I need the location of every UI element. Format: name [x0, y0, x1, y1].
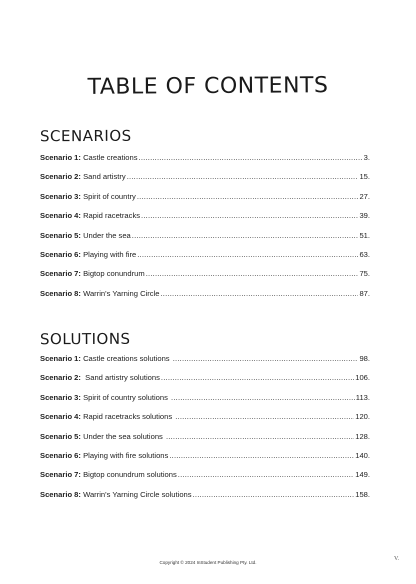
toc-entry-page: 39. [359, 211, 370, 221]
toc-entry-page: 75. [359, 269, 370, 279]
dot-leader [132, 231, 359, 240]
scenarios-list [40, 153, 370, 308]
toc-entry-page: 51. [359, 230, 370, 240]
toc-entry-label: Scenario 7: [40, 269, 81, 279]
dot-leader [178, 470, 354, 479]
page-title: TABLE OF CONTENTS [87, 73, 329, 100]
toc-entry-scenario-5[interactable] [40, 231, 370, 250]
toc-entry-solution-5[interactable] [40, 432, 370, 451]
dot-leader [193, 490, 355, 499]
toc-entry-page: 15. [359, 172, 370, 182]
toc-entry-title: Playing with fire [80, 249, 137, 259]
toc-entry-label: Scenario 4: [40, 211, 81, 221]
toc-entry-page: 98. [359, 354, 370, 363]
copyright-notice: Copyright © 2024 InStudent Publishing Pty. Ltd. [159, 560, 257, 565]
toc-entry-scenario-4[interactable] [40, 211, 370, 230]
toc-entry-page: 106. [355, 373, 370, 383]
toc-entry-title: Spirit of country solutions [80, 392, 171, 402]
toc-entry-page: 113. [355, 392, 370, 402]
toc-entry-page: 87. [359, 288, 370, 298]
toc-entry-title: Playing with fire solutions [80, 450, 169, 460]
toc-entry-label: Scenario 8: [40, 288, 81, 298]
toc-entry-label: Scenario 5: [40, 230, 81, 240]
toc-entry-title: Spirit of country [80, 191, 136, 201]
toc-entry-solution-6[interactable] [40, 451, 370, 470]
toc-entry-label: Scenario 1: [40, 153, 81, 162]
toc-entry-title: Rapid racetracks [80, 211, 141, 221]
toc-entry-label: Scenario 4: [40, 412, 81, 422]
dot-leader [137, 250, 358, 259]
dot-leader [171, 393, 355, 402]
toc-entry-label: Scenario 7: [40, 470, 81, 480]
toc-entry-label: Scenario 3: [40, 392, 81, 402]
toc-entry-label: Scenario 3: [40, 191, 81, 201]
dot-leader [137, 192, 359, 201]
toc-entry-solution-3[interactable] [40, 393, 370, 412]
dot-leader [127, 172, 359, 181]
toc-entry-title: Rapid racetracks solutions [80, 412, 175, 422]
toc-entry-label: Scenario 1: [40, 354, 81, 363]
toc-entry-label: Scenario 5: [40, 431, 81, 441]
page-number: V. [394, 556, 400, 562]
toc-entry-page: 3. [363, 153, 370, 162]
toc-entry-solution-7[interactable] [40, 470, 370, 489]
toc-entry-title: Sand artistry [80, 172, 126, 182]
dot-leader [161, 373, 354, 382]
toc-entry-page: 140. [355, 450, 370, 460]
solutions-heading: SOLUTIONS [39, 329, 131, 349]
scenarios-heading: SCENARIOS [39, 126, 132, 146]
toc-entry-page: 128. [355, 431, 370, 441]
toc-entry-title: Sand artistry solutions [80, 373, 160, 383]
dot-leader [175, 412, 354, 421]
toc-entry-scenario-2[interactable] [40, 172, 370, 191]
toc-entry-solution-2[interactable] [40, 373, 370, 392]
toc-entry-solution-4[interactable] [40, 412, 370, 431]
toc-entry-page: 158. [355, 489, 370, 499]
dot-leader [141, 211, 358, 220]
toc-entry-solution-8[interactable] [40, 490, 370, 509]
toc-entry-title: Bigtop conundrum solutions [80, 470, 177, 480]
solutions-list [40, 354, 370, 509]
toc-entry-scenario-7[interactable] [40, 269, 370, 288]
toc-entry-title: Castle creations solutions [80, 354, 172, 363]
toc-entry-label: Scenario 2: [40, 172, 81, 182]
toc-entry-title: Warrin's Yarning Circle [80, 288, 160, 298]
toc-entry-scenario-8[interactable] [40, 289, 370, 308]
toc-entry-page: 149. [355, 470, 370, 480]
toc-entry-scenario-1[interactable] [40, 153, 370, 172]
toc-entry-scenario-3[interactable] [40, 192, 370, 211]
dot-leader [166, 432, 354, 441]
toc-entry-scenario-6[interactable] [40, 250, 370, 269]
dot-leader [173, 354, 359, 363]
toc-entry-page: 120. [355, 412, 370, 422]
toc-entry-page: 27. [359, 191, 370, 201]
dot-leader [146, 269, 359, 278]
toc-entry-title: Warrin's Yarning Circle solutions [80, 489, 192, 499]
toc-entry-page: 63. [359, 249, 370, 259]
dot-leader [139, 153, 363, 162]
toc-entry-label: Scenario 6: [40, 450, 81, 460]
toc-entry-label: Scenario 8: [40, 489, 81, 499]
dot-leader [169, 451, 354, 460]
toc-entry-label: Scenario 2: [40, 373, 81, 383]
dot-leader [161, 289, 359, 298]
toc-entry-title: Under the sea [80, 230, 131, 240]
toc-entry-title: Bigtop conundrum [80, 269, 145, 279]
toc-entry-title: Castle creations [80, 153, 138, 162]
toc-entry-title: Under the sea solutions [80, 431, 165, 441]
toc-entry-solution-1[interactable] [40, 354, 370, 373]
toc-entry-label: Scenario 6: [40, 249, 81, 259]
